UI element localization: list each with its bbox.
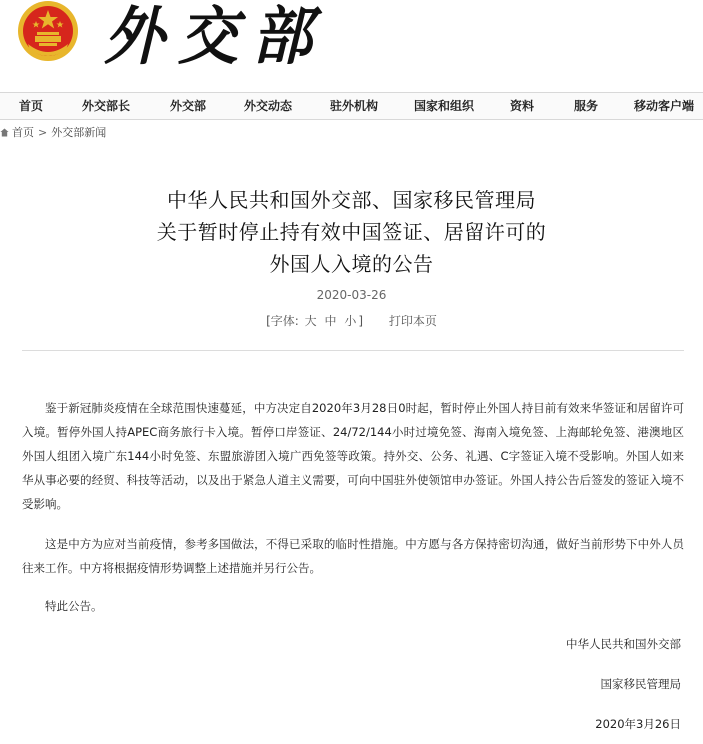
article-title-line-2: 关于暂时停止持有效中国签证、居留许可的: [156, 220, 547, 244]
main-nav: [0, 92, 703, 120]
nav-item-ministry[interactable]: 外交部: [170, 99, 207, 113]
nav-item-home[interactable]: 首页: [19, 99, 44, 113]
article-paragraph-2: 这是中方为应对当前疫情，参考多国做法，不得已采取的临时性措施。中方愿与各方保持密切沟通，做好当前形势下中外人员往来工作。中方将根据疫情形势调整上述措施并另行公告。: [22, 537, 684, 575]
signature-nia: 国家移民管理局: [600, 677, 681, 691]
nav-item-resources[interactable]: 资料: [510, 99, 535, 113]
nav-item-minister[interactable]: 外交部长: [82, 99, 131, 113]
article-title-line-1: 中华人民共和国外交部、国家移民管理局: [167, 188, 536, 212]
breadcrumb-separator: >: [38, 126, 48, 139]
breadcrumb: [0, 124, 106, 142]
nav-item-mobile-client[interactable]: 移动客户端: [634, 99, 695, 113]
article-title-line-3: 外国人入境的公告: [269, 252, 434, 276]
breadcrumb-current-link[interactable]: 外交部新闻: [51, 126, 107, 139]
signature-mfa: 中华人民共和国外交部: [566, 637, 681, 651]
font-size-medium-button[interactable]: 中: [324, 314, 337, 328]
breadcrumb-home-link[interactable]: 首页: [12, 126, 34, 139]
site-logo-calligraphy[interactable]: 外交部: [104, 0, 326, 74]
font-size-label: [字体:: [266, 314, 299, 328]
site-header: [0, 0, 703, 92]
home-icon: [0, 128, 9, 137]
nav-item-countries-orgs[interactable]: 国家和组织: [414, 99, 475, 113]
font-size-large-button[interactable]: 大: [304, 314, 317, 328]
article-tools: [0, 312, 703, 329]
article-paragraph-1: 鉴于新冠肺炎疫情在全球范围快速蔓延，中方决定自2020年3月28日0时起，暂时停止外国人持目前有效来华签证和居留许可入境。暂停外国人持APEC商务旅行卡入境。暂停口岸签证、24/72/144小时过境免签、海南入境免签、上海邮轮免签、港澳地区外国人组团入境广东144小时免签、东盟旅游团入境广西免签等政策。持外交、公务、礼遇、C字签证入境不受影响。外国人如来华从事必要的经贸、科技等活动，以及出于紧急人道主义需要，可向中国驻外使领馆申办签证。外国人持公告后签发的签证入境不受影响。: [22, 401, 684, 511]
article-date: 2020-03-26: [316, 288, 387, 302]
national-emblem-logo[interactable]: [16, 0, 80, 62]
font-size-close-bracket: ]: [358, 314, 364, 328]
article-paragraph-3: 特此公告。: [45, 599, 103, 613]
title-divider: [22, 350, 684, 351]
nav-item-services[interactable]: 服务: [574, 99, 599, 113]
signature-date: 2020年3月26日: [595, 717, 681, 731]
print-page-link[interactable]: 打印本页: [388, 314, 437, 328]
font-size-small-button[interactable]: 小: [344, 314, 357, 328]
nav-item-missions-abroad[interactable]: 驻外机构: [330, 99, 379, 113]
nav-item-diplomatic-news[interactable]: 外交动态: [244, 99, 293, 113]
